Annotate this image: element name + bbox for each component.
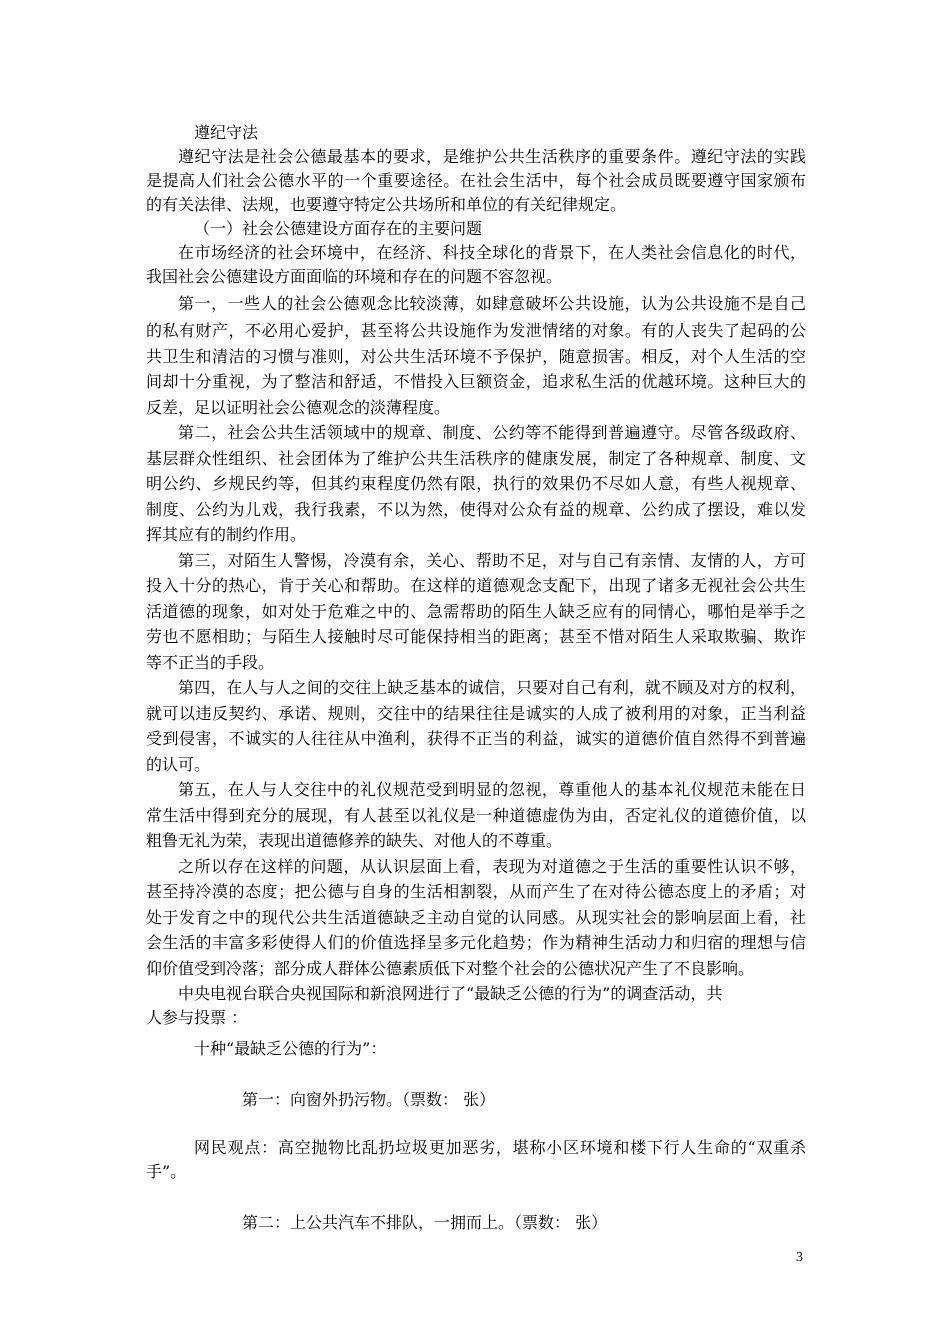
text-line: 仰价值受到冷落；部分成人群体公德素质低下对整个社会的公德状况产生了不良影响。 [146,959,755,978]
subsection-heading: （一）社会公德建设方面存在的主要问题 [194,219,483,238]
text-line: 第三，对陌生人警惕，冷漠有余，关心、帮助不足，对与自己有亲情、友情的人，方可 [178,551,806,570]
text-line: 制度、公约为儿戏，我行我素，不以为然，使得对公众有益的规章、公约成了摆设，难以发 [146,500,806,519]
text-line: 处于发育之中的现代公共生活道德缺乏主动自觉的认同感。从现实社会的影响层面上看，社 [146,908,806,927]
text-line: 第一，一些人的社会公德观念比较淡薄，如肆意破坏公共设施，认为公共设施不是自己 [178,294,806,313]
text-line: 的认可。 [146,755,211,774]
text-line: 第五，在人与人交往中的礼仪规范受到明显的忽视，尊重他人的基本礼仪规范未能在日 [178,780,806,799]
text-line: 第二，社会公共生活领域中的规章、制度、公约等不能得到普遍遵守。尽管各级政府、 [178,423,806,442]
text-line: 我国社会公德建设方面面临的环境和存在的问题不容忽视。 [146,267,563,286]
list-heading: 十种“最缺乏公德的行为”： [194,1039,387,1058]
text-line: 网民观点：高空抛物比乱扔垃圾更加恶劣，堪称小区环境和楼下行人生命的“双重杀 [194,1138,806,1157]
text-line: 等不正当的手段。 [146,653,275,672]
text-line: 明公约、乡规民约等，但其约束程度仍然有限，执行的效果仍不尽如人意，有些人视规章、 [146,474,806,493]
text-line: 受到侵害，不诚实的人往往从中渔利，获得不正当的利益，诚实的道德价值自然得不到普遍 [146,729,806,748]
text-line: 第四，在人与人之间的交往上缺乏基本的诚信，只要对自己有利，就不顾及对方的权利， [178,678,806,697]
text-line: 在市场经济的社会环境中，在经济、科技全球化的背景下，在人类社会信息化的时代， [178,243,806,262]
text-line: 手”。 [146,1162,187,1181]
text-line: 劳也不愿相助；与陌生人接触时尽可能保持相当的距离；甚至不惜对陌生人采取欺骗、欺诈 [146,627,806,646]
text-line: 挥其应有的制约作用。 [146,525,307,544]
text-line: 间却十分重视，为了整洁和舒适，不惜投入巨额资金，追求私生活的优越环境。这种巨大的 [146,372,806,391]
text-line: 的私有财产，不必用心爱护，甚至将公共设施作为发泄情绪的对象。有的人丧失了起码的公 [146,321,806,340]
text-line: 遵纪守法是社会公德最基本的要求，是维护公共生活秩序的重要条件。遵纪守法的实践 [178,147,806,166]
page-number: 3 [796,1250,803,1265]
text-line: 甚至持冷漠的态度；把公德与自身的生活相割裂，从而产生了在对待公德态度上的矛盾；对 [146,882,806,901]
text-line: 粗鲁无礼为荣，表现出道德修养的缺失、对他人的不尊重。 [146,831,563,850]
list-item: 第一：向窗外扔污物。（票数： 张） [242,1090,496,1109]
text-line: 人参与投票 ： [146,1008,248,1027]
text-line: 基层群众性组织、社会团体为了维护公共生活秩序的健康发展，制定了各种规章、制度、文 [146,449,806,468]
text-line: 会生活的丰富多彩使得人们的价值选择呈多元化趋势；作为精神生活动力和归宿的理想与信 [146,933,806,952]
text-line: 中央电视台联合央视国际和新浪网进行了“最缺乏公德的行为”的调查活动，共 [178,984,723,1003]
text-line: 是提高人们社会公德水平的一个重要途径。在社会生活中，每个社会成员既要遵守国家颁布 [146,171,806,190]
text-line: 投入十分的热心，肯于关心和帮助。在这样的道德观念支配下，出现了诸多无视社会公共生 [146,576,806,595]
text-line: 活道德的现象，如对处于危难之中的、急需帮助的陌生人缺乏应有的同情心，哪怕是举手之 [146,602,806,621]
section-heading: 遵纪守法 [194,123,259,142]
text-line: 之所以存在这样的问题，从认识层面上看，表现为对道德之于生活的重要性认识不够， [178,857,806,876]
text-line: 反差，足以证明社会公德观念的淡薄程度。 [146,398,451,417]
text-line: 共卫生和清洁的习惯与准则，对公共生活环境不予保护，随意损害。相反，对个人生活的空 [146,347,806,366]
text-line: 常生活中得到充分的展现，有人甚至以礼仪是一种道德虚伪为由，否定礼仪的道德价值，以 [146,806,806,825]
list-item: 第二：上公共汽车不排队，一拥而上。（票数： 张） [242,1213,608,1232]
text-line: 就可以违反契约、承诺、规则，交往中的结果往往是诚实的人成了被利用的对象，正当利益 [146,704,806,723]
text-line: 的有关法律、法规，也要遵守特定公共场所和单位的有关纪律规定。 [146,195,627,214]
